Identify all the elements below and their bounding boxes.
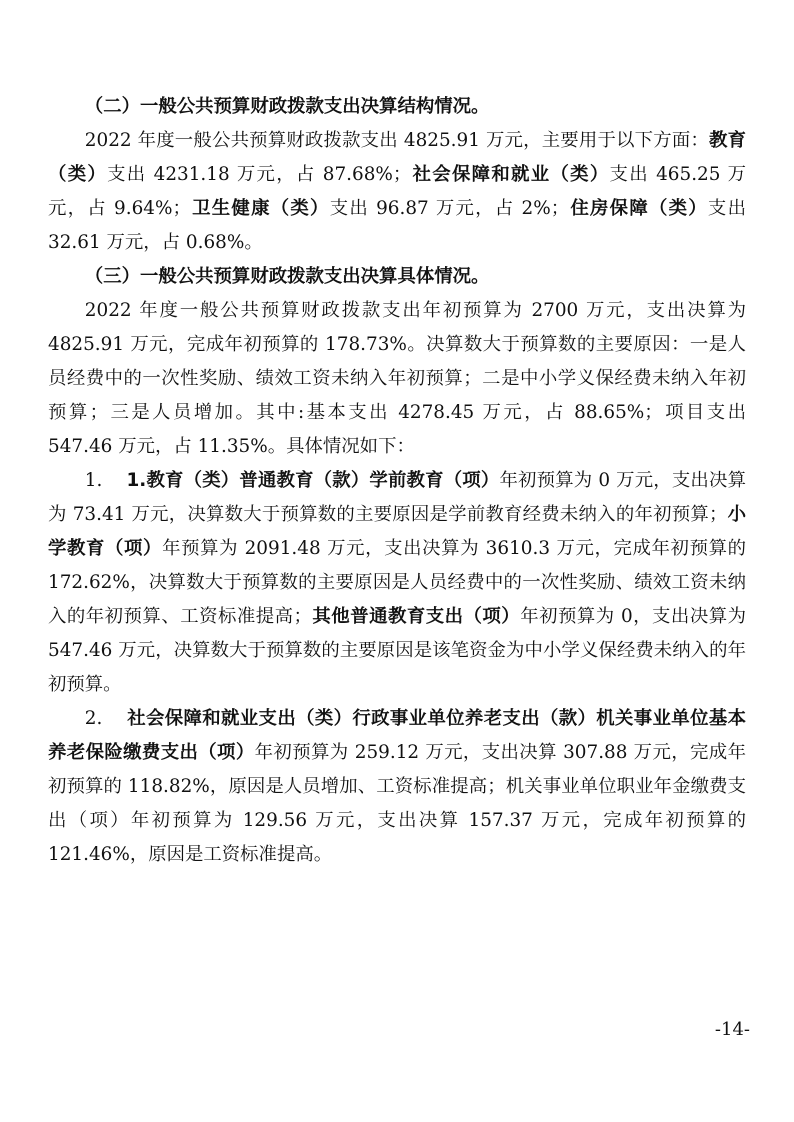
page-number: -14- bbox=[714, 1019, 750, 1040]
section-heading-structure: （二）一般公共预算财政拨款支出决算结构情况。 bbox=[84, 96, 490, 117]
social-security-category-label: 社会保障和就业（类） bbox=[411, 164, 610, 185]
health-category-label: 卫生健康（类） bbox=[190, 198, 330, 219]
list-number: 1. bbox=[84, 470, 103, 491]
education-category-label: 教育（类） bbox=[48, 130, 746, 185]
housing-category-text: 支出 32.61 万元，占 0.68%。 bbox=[48, 198, 746, 253]
primary-education-text: 年预算为 2091.48 万元，支出决算为 3610.3 万元，完成年初预算的 172.62%，决算数大于预算数的主要原因是人员经费中的一次性奖励、绩效工资未纳入的年初预算、工资标准提高； bbox=[48, 538, 746, 627]
paragraph-specific: 2022 年度一般公共预算财政拨款支出年初预算为 2700 万元，支出决算为 4825.91 万元，完成年初预算的 178.73%。决算数大于预算数的主要原因：一是人员经费中的一次性奖励、绩效工资未纳入年初预算；二是中小学义保经费未纳入年初预算；三是人员增加。其中:基本支出 4278.45 万元，占 88.65%；项目支出 547.46 万元，占 11.35%。具体情况如下： bbox=[48, 300, 746, 457]
primary-education-label: 小学教育（项） bbox=[48, 504, 746, 559]
document-body bbox=[48, 90, 746, 872]
paragraph-structure bbox=[48, 124, 746, 260]
preschool-education-text: 年初预算为 0 万元，支出决算为 73.41 万元，决算数大于预算数的主要原因是学前教育经费未纳入的年初预算； bbox=[48, 470, 746, 525]
pension-insurance-text: 年初预算为 259.12 万元，支出决算 307.88 万元，完成年初预算的 118.82%，原因是人员增加、工资标准提高；机关事业单位职业年金缴费支出（项）年初预算为 129.56 万元，支出决算 157.37 万元，完成年初预算的 121.46%，原因是工资标准提高。 bbox=[48, 742, 746, 865]
structure-intro: 2022 年度一般公共预算财政拨款支出 4825.91 万元，主要用于以下方面： bbox=[84, 130, 709, 151]
housing-category-label: 住房保障（类） bbox=[569, 198, 708, 219]
pension-insurance-label: 社会保障和就业支出（类）行政事业单位养老支出（款）机关事业单位基本养老保险缴费支出（项） bbox=[48, 708, 746, 763]
list-number: 2. bbox=[84, 708, 103, 729]
list-item-education bbox=[48, 464, 746, 702]
other-education-text: 年初预算为 0，支出决算为 547.46 万元，决算数大于预算数的主要原因是该笔资金为中小学义保经费未纳入的年初预算。 bbox=[48, 606, 746, 695]
education-category-text: 支出 4231.18 万元，占 87.68%； bbox=[107, 164, 412, 185]
section-heading-specific: （三）一般公共预算财政拨款支出决算具体情况。 bbox=[84, 266, 490, 287]
health-category-text: 支出 96.87 万元，占 2%； bbox=[329, 198, 570, 219]
other-education-label: 其他普通教育支出（项） bbox=[311, 606, 521, 627]
social-security-category-text: 支出 465.25 万元，占 9.64%； bbox=[48, 164, 746, 219]
list-item-social-security bbox=[48, 702, 746, 872]
preschool-education-label: 1.教育（类）普通教育（款）学前教育（项） bbox=[126, 470, 500, 491]
